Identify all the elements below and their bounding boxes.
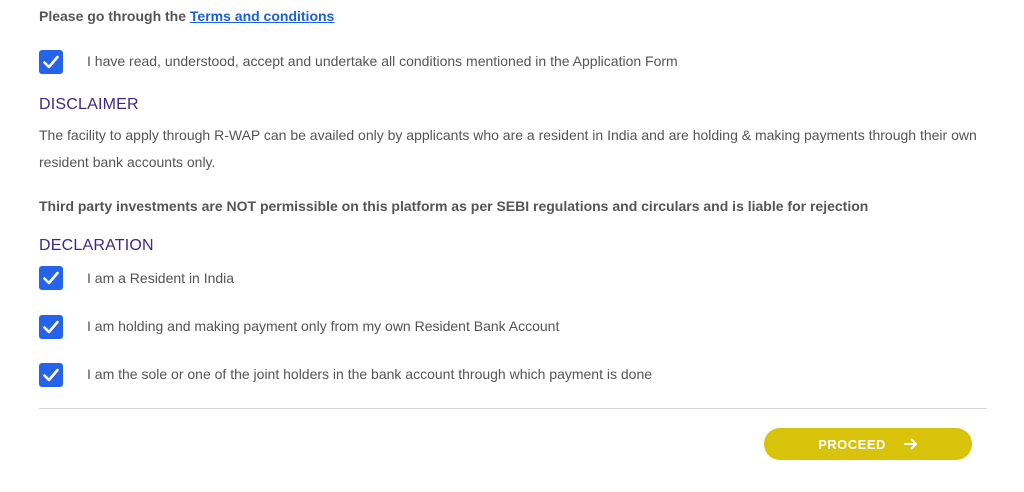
declaration-label-resident: I am a Resident in India <box>87 270 235 286</box>
accept-conditions-checkbox[interactable] <box>39 50 63 74</box>
accept-conditions-label: I have read, understood, accept and undertake all conditions mentioned in the Application Form <box>87 53 678 69</box>
checkmark-icon <box>43 320 59 334</box>
proceed-label: PROCEED <box>818 436 886 452</box>
checkmark-icon <box>43 368 59 382</box>
terms-prefix: Please go through the <box>39 8 187 24</box>
proceed-button[interactable] <box>764 428 972 460</box>
arrow-right-icon <box>904 438 918 450</box>
checkmark-icon <box>43 271 59 285</box>
disclaimer-text: The facility to apply through R-WAP can be availed only by applicants who are a resident in India and are holding & making payments through their own resident bank accounts only. <box>39 127 977 170</box>
declaration-checkbox-joint-holder[interactable] <box>39 363 63 387</box>
checkmark-icon <box>43 55 59 69</box>
declaration-checkbox-own-account[interactable] <box>39 315 63 339</box>
third-party-note: Third party investments are NOT permissible on this platform as per SEBI regulations and circulars and is liable for rejection <box>39 198 869 214</box>
terms-line <box>39 8 334 24</box>
disclaimer-title: DISCLAIMER <box>39 96 139 113</box>
divider <box>39 408 987 409</box>
declaration-label-joint-holder: I am the sole or one of the joint holders in the bank account through which payment is done <box>87 366 653 382</box>
declaration-checkbox-resident[interactable] <box>39 266 63 290</box>
declaration-label-own-account: I am holding and making payment only from my own Resident Bank Account <box>87 318 560 334</box>
declaration-title: DECLARATION <box>39 237 154 254</box>
terms-and-conditions-link[interactable]: Terms and conditions <box>189 8 335 24</box>
